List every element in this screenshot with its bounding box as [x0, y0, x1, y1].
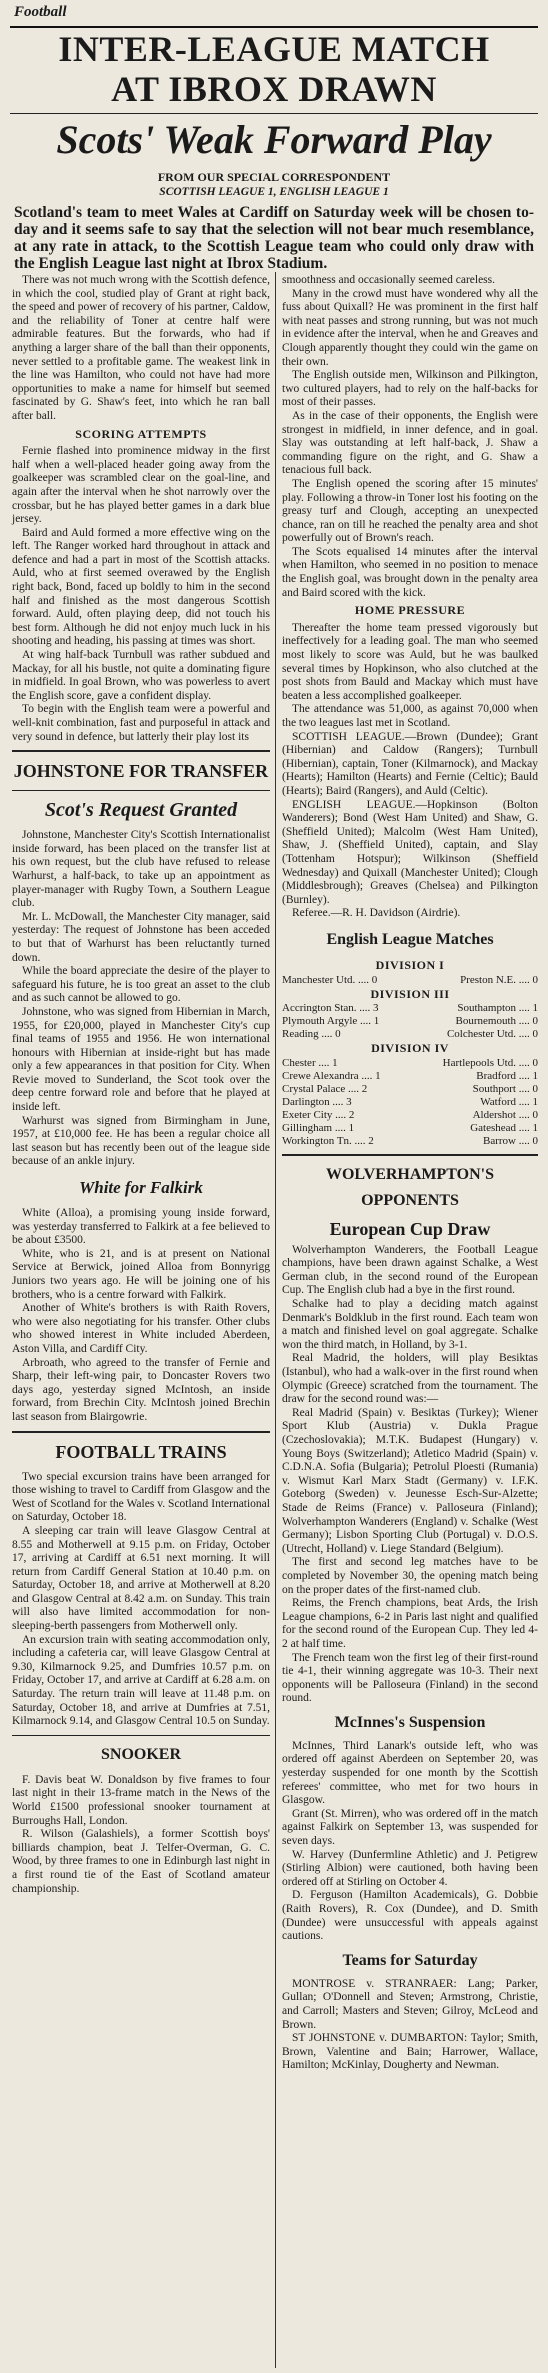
article-paragraph: There was not much wrong with the Scottish defence, in which the cool, studied play of Grant at right back, the speed and power of recovery of his partner, Caldow, and the reliability of Toner at centre half were admirable features. But the forwards, who had if anything a larger share of the ball than their opponents, never settled to a profitable game. The weakest link in the line was Hamilton, who could not have had more opportunities to make a name for himself but seemed fascinated by G. Shaw's feet, into which he ran ball after ball.	[12, 274, 270, 422]
article-paragraph: White (Alloa), a promising young inside forward, was yesterday transferred to Falkirk at a fee believed to be about £3500.	[12, 1207, 270, 1247]
johnstone-heading: JOHNSTONE FOR TRANSFER	[13, 761, 269, 782]
article-paragraph: The attendance was 51,000, as against 70,000 when the two leagues last met in Scotland.	[282, 703, 538, 729]
home-team: Accrington Stan. .... 3	[282, 1002, 379, 1015]
result-row	[282, 1002, 538, 1015]
article-paragraph: Arbroath, who agreed to the transfer of Fernie and Sharp, their left-wing pair, to Doncaster Rovers two days ago, yesterday signed McIntosh, an inside forward, from Brechin City. McIntosh joined Brechin last season from Blairgowrie.	[12, 1356, 270, 1423]
article-paragraph: R. Wilson (Galashiels), a former Scottish boys' billiards champion, beat J. Telfer-Overman, G. C. Wood, by three frames to one in Edinburgh last night in a first round tie of the East of Scotland amateur championship.	[12, 1828, 270, 1895]
result-row	[282, 1083, 538, 1096]
article-paragraph: Wolverhampton Wanderers, the Football League champions, have been drawn against Schalke, a West German club, in the second round of the European Cup. The English club had a bye in the first round.	[282, 1243, 538, 1297]
article-paragraph: White, who is 21, and is at present on National Service at Berwick, joined Alloa from Bonnyrigg Juniors two years ago. He will be joining one of his brothers, who is a centre forward with Falkirk.	[12, 1247, 270, 1301]
article-paragraph: Many in the crowd must have wondered why all the fuss about Quixall? He was prominent in the first half with neat passes and strong running, but was not much in evidence after the interval, when he and Greaves and Clough apparently thought they could win the game on their own.	[282, 287, 538, 368]
article-paragraph: F. Davis beat W. Donaldson by five frames to four last night in their 13-frame match in the News of the World £1500 professional snooker tournament at Burroughs Hall, London.	[12, 1773, 270, 1827]
home-team: Gillingham .... 1	[282, 1121, 355, 1134]
article-paragraph: Another of White's brothers is with Raith Rovers, who were also negotiating for his transfer. Other clubs who showed interest in White included Aberdeen, Aston Villa, and Cardiff City.	[12, 1302, 270, 1355]
away-team: Preston N.E. .... 0	[460, 973, 538, 986]
box-rule	[12, 1735, 270, 1736]
right-column	[282, 274, 538, 2073]
article-paragraph: Baird and Auld formed a more effective wing on the left. The Ranger worked hard throughout in attack and defence and had a part in most of the Scottish attacks. Auld, who at first seemed overawed by the English right back, Bond, faced up boldly to him in the second half and finished as the most dangerous Scottish forward. Auld, often playing deep, did not touch his best form. Although he did not enjoy much luck in his shooting and heading, his passing at times was short.	[12, 526, 270, 648]
box-rule	[12, 790, 270, 791]
home-team: Exeter City .... 2	[282, 1108, 355, 1121]
article-paragraph: The English opened the scoring after 15 minutes' play. Following a throw-in Toner lost his footing on the greasy turf and Clough, accepting an unexpected chance, ran on till he reached the penalty area and shot powerfully out of Brown's reach.	[282, 477, 538, 545]
snooker-heading: SNOOKER	[100, 1745, 181, 1763]
johnstone-subheading: Scot's Request Granted	[44, 799, 238, 822]
box-rule	[12, 750, 270, 752]
away-team: Hartlepools Utd. .... 0	[442, 1056, 538, 1069]
article-paragraph: Real Madrid, the holders, will play Besiktas (Istanbul), who had a walk-over in the first round when Olympic (Greece) scratched from the tournament. The draw for the second round was:—	[282, 1352, 538, 1406]
article-paragraph: Thereafter the home team pressed vigorously but ineffectively for a leading goal. The man who seemed most likely to score was Auld, but he was baulked several times by Hopkinson, who also clutched at the post shots from Bauld and Mackay which must have beaten a less accomplished goalkeeper.	[282, 621, 538, 702]
article-paragraph: D. Ferguson (Hamilton Academicals), G. Dobbie (Raith Rovers), R. Cox (Dundee), and D. Smith (Dundee) were unsuccessful with appeals against cautions.	[282, 1889, 538, 1943]
team-lineup: MONTROSE v. STRANRAER: Lang; Parker, Gullan; O'Donnell and Steven; Armstrong, Christie, and Carroll; Masters and Steven; Gilroy, McLeod and Brown.	[282, 1977, 538, 2031]
english-league-heading: English League Matches	[326, 930, 494, 948]
referee-line: Referee.—R. H. Davidson (Airdrie).	[292, 907, 461, 920]
article-paragraph: Real Madrid (Spain) v. Besiktas (Turkey); Wiener Sport Klub (Austria) v. Dukla Prague (Czechoslovakia); M.T.K. Budapest (Hungary) v. Young Boys (Switzerland); Atletico Madrid (Spain) v. C.D.N.A. Sofia (Bulgaria); Petrolul Ploesti (Rumania) v. Wismut Karl Marx Stadt (Germany) v. I.F.K. Goteborg (Sweden) v. Jeunesse Esch-Sur-Alzette; Stade de Reims (France) v. Palloseura (Finland); Wolverhampton Wanderers (England) v. Schalke (West Germany); Lisbon Sporting Club (Portugal) v. D.O.S. (Utrecht, Holland) v. Liege Standard (Belgium).	[282, 1406, 538, 1555]
white-heading: White for Falkirk	[79, 1178, 203, 1198]
headline-line-1: INTER-LEAGUE MATCH	[58, 29, 490, 69]
home-team: Reading .... 0	[282, 1028, 341, 1041]
wolves-subheading: European Cup Draw	[329, 1218, 491, 1239]
article-paragraph: The French team won the first leg of their first-round tie 4-1, their winning aggregate was 10-3. Their next opponents will be Palloseura (Finland) in the second round.	[282, 1651, 538, 1705]
section-label: Football	[14, 4, 67, 20]
mcinnes-heading: McInnes's Suspension	[334, 1713, 486, 1731]
headline-rule	[10, 113, 538, 114]
division-1-heading: DIVISION I	[375, 957, 445, 972]
article-paragraph: Mr. L. McDowall, the Manchester City manager, said yesterday: The request of Johnstone has been acceded to but that of Warhurst has been reluctantly turned down.	[12, 910, 270, 964]
article-paragraph: Fernie flashed into prominence midway in the first half when a well-placed header going away from the goalkeeper was scrambled clear on the goal-line, and again after the interval when he shot narrowly over the crossbar, but he has played better games in a dark blue jersey.	[12, 445, 270, 526]
result-row	[282, 1057, 538, 1070]
home-team: Manchester Utd. .... 0	[282, 973, 378, 986]
article-paragraph: smoothness and occasionally seemed careless.	[282, 274, 496, 286]
away-team: Aldershot .... 0	[472, 1108, 538, 1121]
home-team: Chester .... 1	[282, 1056, 338, 1069]
wolves-heading: WOLVERHAMPTON'S OPPONENTS	[325, 1165, 495, 1209]
article-paragraph: To begin with the English team were a powerful and well-knit combination, fast and purposeful in attack and very sound in defence, but latterly their play lost its	[12, 703, 270, 743]
home-pressure-heading: HOME PRESSURE	[354, 603, 466, 618]
article-paragraph: Reims, the French champions, beat Ards, the Irish League champions, 6-2 in Paris last night and qualified for the second round of the European Cup. They led 4-2 at half time.	[282, 1597, 538, 1650]
article-paragraph: McInnes, Third Lanark's outside left, who was ordered off against Aberdeen on September 20, was yesterday suspended for one month by the Scottish referees' committee, who met for two hours in Glasgow.	[282, 1739, 538, 1807]
team-lineup: ST JOHNSTONE v. DUMBARTON: Taylor; Smith, Brown, Valentine and Bain; Harrower, Wallace, Hamilton; McKinlay, Dougherty and Newman.	[282, 2032, 538, 2072]
home-team: Plymouth Argyle .... 1	[282, 1015, 380, 1028]
article-paragraph: Two special excursion trains have been arranged for those wishing to travel to Cardiff from Glasgow and the West of Scotland for the Wales v. Scotland International on Saturday, October 18.	[12, 1470, 270, 1524]
article-paragraph: At wing half-back Turnbull was rather subdued and Mackay, for all his bustle, not quite a dominating figure in midfield. In goal Brown, who was powerless to avert the English score, gave a confident display.	[12, 649, 270, 702]
article-paragraph: The Scots equalised 14 minutes after the interval when Hamilton, who seemed in no position to menace the English goal, was brought down in the penalty area and Baird scored with the kick.	[282, 545, 538, 599]
team-lineup: SCOTTISH LEAGUE.—Brown (Dundee); Grant (Hibernian) and Caldow (Rangers); Turnbull (Hibernian), captain, Toner (Kilmarnock), and Mackay (Hearts); Hamilton (Hearts) and Fernie (Celtic); Bauld (Hearts); Baird (Rangers), and Auld (Celtic).	[282, 730, 538, 797]
away-team: Southport .... 0	[472, 1082, 538, 1095]
team-lineup: ENGLISH LEAGUE.—Hopkinson (Bolton Wanderers); Bond (West Ham United) and Shaw, G. (Sheffield United); Malcolm (West Ham United), Shaw, J. (Sheffield United), captain, and Slay (Tottenham Hotspur); Wilkinson (Sheffield Wednesday) and Quixall (Manchester United); Clough (Middlesbrough); Greaves (Chelsea) and Pilkington (Burnley).	[282, 798, 538, 906]
result-row	[282, 1109, 538, 1122]
away-team: Gateshead .... 1	[470, 1121, 538, 1134]
result-row	[282, 1096, 538, 1109]
article-paragraph: A sleeping car train will leave Glasgow Central at 8.55 and Motherwell at 9.15 p.m. on Friday, October 17, arriving at Cardiff at 6.51 next morning. It will return from Cardiff General Station at 10.40 p.m. on Saturday, October 18, and arrive at Motherwell at 8.20 and Glasgow Central at 8.42 a.m. on Sunday. This train will also have limited accommodation for non-sleeping-berth passengers from Motherwell only.	[12, 1524, 270, 1633]
column-divider	[275, 272, 276, 2368]
lede-paragraph: Scotland's team to meet Wales at Cardiff on Saturday week will be chosen to-day and it seems safe to say that the selection will not bear much resemblance, at any rate in attack, to the Scottish League team who could only draw with the English League last night at Ibrox Stadium.	[14, 204, 534, 272]
article-paragraph: Johnstone, who was signed from Hibernian in March, 1955, for £20,000, played in Manchester City's cup final teams of 1955 and 1956. He won international honours with Hibernian at inside-right but has made only a few appearances in that position for City. When Revie moved to Sunderland, the Scot took over the deep centre forward role and before that he played at inside left.	[12, 1005, 270, 1114]
left-column	[12, 274, 270, 1896]
byline: FROM OUR SPECIAL CORRESPONDENT	[157, 170, 391, 184]
article-paragraph: Johnstone, Manchester City's Scottish Internationalist inside forward, has been placed on the transfer list at his own request, but the club have refused to release Warhurst, a half-back, to take up an appointment as player-manager with Rugby Town, a Southern League club.	[12, 829, 270, 910]
top-rule	[10, 26, 538, 28]
away-team: Bournemouth .... 0	[455, 1015, 538, 1028]
article-paragraph: An excursion train with seating accommodation only, including a cafeteria car, will leave Glasgow Central at 9.30, Kilmarnock 9.25, and Dumfries 10.57 p.m. on Friday, October 17, and arrive at Cardiff at 6.28 a.m. on Saturday. The return train will leave at 11.48 p.m. on Saturday, October 18, and arrive at Dumfries at 7.51, Kilmarnock 9.14, and Glasgow Central 10.5 on Sunday.	[12, 1633, 270, 1728]
division-3-results	[282, 1002, 538, 1041]
home-team: Darlington .... 3	[282, 1095, 352, 1108]
article-paragraph: The English outside men, Wilkinson and Pilkington, two cultured players, had to rely on the half-backs for most of their passes.	[282, 369, 538, 409]
article-paragraph: As in the case of their opponents, the English were strongest in midfield, in inner defence, and in goal. Slay was outstanding at left half-back, J. Shaw a commanding figure on the right, and G. Shaw a tenacious full back.	[282, 409, 538, 477]
box-rule	[282, 1154, 538, 1156]
result-row	[282, 974, 538, 987]
home-team: Crystal Palace .... 2	[282, 1082, 368, 1095]
division-1-results	[282, 974, 538, 987]
article-paragraph: While the board appreciate the desire of the player to safeguard his future, he is too great an asset to the club and as such cannot be allowed to go.	[12, 965, 270, 1005]
away-team: Colchester Utd. .... 0	[446, 1028, 538, 1041]
trains-heading: FOOTBALL TRAINS	[55, 1441, 227, 1462]
headline-line-2: AT IBROX DRAWN	[111, 69, 437, 109]
away-team: Southampton .... 1	[457, 1002, 538, 1015]
subheadline: Scots' Weak Forward Play	[56, 117, 492, 162]
away-team: Watford .... 1	[480, 1095, 538, 1108]
article-paragraph: Grant (St. Mirren), who was ordered off in the match against Falkirk on September 13, was suspended for seven days.	[282, 1807, 538, 1848]
scoring-attempts-heading: SCORING ATTEMPTS	[75, 426, 207, 441]
result-row	[282, 1070, 538, 1083]
result-row	[282, 1122, 538, 1135]
division-3-heading: DIVISION III	[370, 986, 450, 1001]
teams-heading: Teams for Saturday	[342, 1951, 478, 1969]
away-team: Bradford .... 1	[476, 1069, 538, 1082]
article-paragraph: W. Harvey (Dunfermline Athletic) and J. Petigrew (Stirling Albion) were cautioned, both having been ordered off at Stirling on October 4.	[282, 1848, 538, 1888]
article-paragraph: Warhurst was signed from Birmingham in June, 1957, at £10,000 fee. He has been a regular choice all last season but has recently been out of the league side because of an ankle injury.	[12, 1114, 270, 1168]
article-paragraph: The first and second leg matches have to be completed by November 30, the opening match being on the proper dates of the first-named club.	[282, 1556, 538, 1596]
division-4-results	[282, 1057, 538, 1148]
away-team: Barrow .... 0	[483, 1134, 538, 1147]
result-row	[282, 1028, 538, 1041]
home-team: Workington Tn. .... 2	[282, 1134, 374, 1147]
result-row	[282, 1135, 538, 1148]
home-team: Crewe Alexandra .... 1	[282, 1069, 381, 1082]
league-line: SCOTTISH LEAGUE 1, ENGLISH LEAGUE 1	[159, 186, 389, 198]
article-paragraph: Schalke had to play a deciding match against Denmark's Boldklub in the first round. Each team won a match and finished level on goal aggregate. Schalke won the third match, in Holland, by 3-1.	[282, 1298, 538, 1351]
box-rule	[12, 1431, 270, 1433]
division-4-heading: DIVISION IV	[371, 1041, 449, 1056]
result-row	[282, 1015, 538, 1028]
